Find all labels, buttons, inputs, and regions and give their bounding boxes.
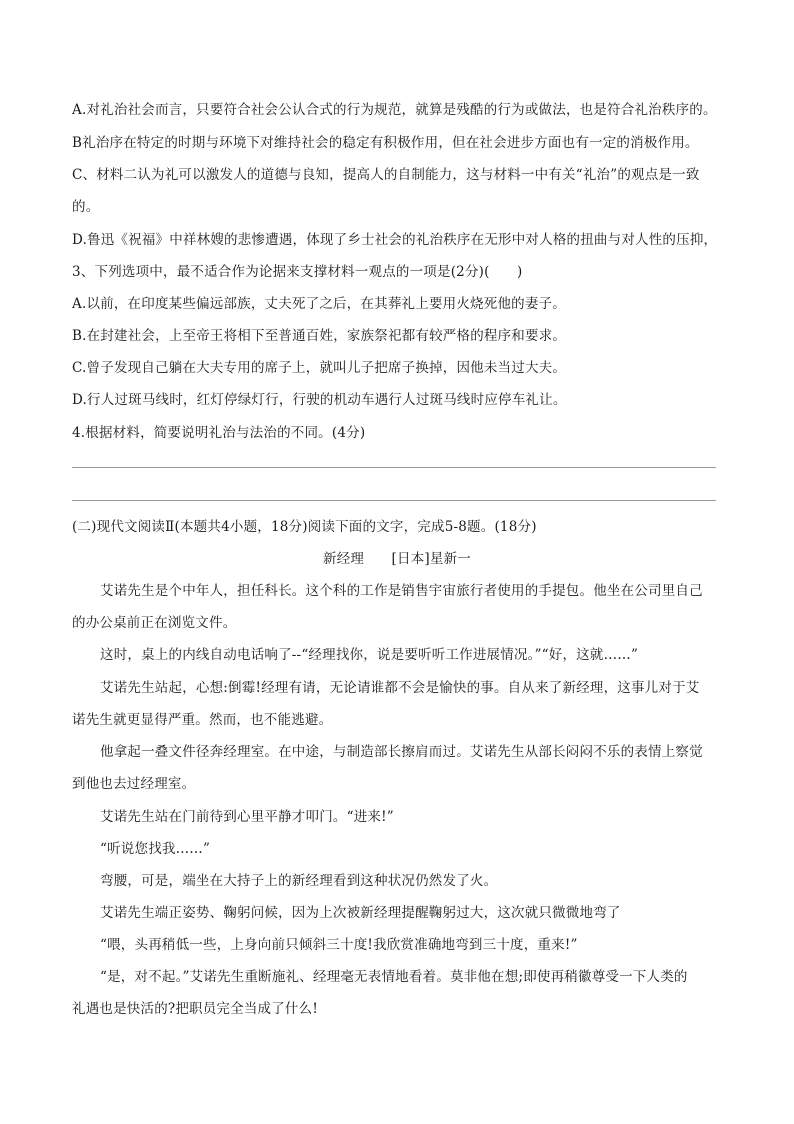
story-paragraph: 他拿起一叠文件径奔经理室。在中途，与制造部长擦肩而过。艾诺先生从部长闷闷不乐的表情上察觉 — [100, 744, 703, 760]
section-heading: (二)现代文阅读Ⅱ(本题共4小题，18分)阅读下面的文字，完成5-8题。(18分) — [72, 519, 537, 535]
story-paragraph-continued: 到他也去过经理室。 — [72, 776, 196, 792]
option-b: B礼治序在特定的时期与环境下对维持社会的稳定有积极作用，但在社会进步方面也有一定的消极作用。 — [72, 135, 699, 151]
story-paragraph-continued: 的办公桌前正在浏览文件。 — [72, 615, 237, 631]
answer-line — [72, 500, 716, 501]
story-paragraph: 这时，桌上的内线自动电话响了--“经理找你，说是要听听工作进展情况。”“好，这就……” — [100, 647, 639, 663]
option-c-continued: 的。 — [72, 199, 100, 215]
option-c: C、材料二认为礼可以激发人的道德与良知，提高人的自制能力，这与材料一中有关“礼治”的观点是一致 — [72, 167, 700, 183]
story-paragraph: 艾诺先生端正姿势、鞠躬问候，因为上次被新经理提醒鞠躬过大，这次就只微微地弯了 — [100, 905, 621, 921]
story-paragraph: 艾诺先生站起，心想:倒霉!经理有请，无论请谁都不会是愉快的事。自从来了新经理，这事儿对于艾 — [100, 680, 700, 696]
story-paragraph: 艾诺先生是个中年人，担任科长。这个科的工作是销售宇宙旅行者使用的手提包。他坐在公司里自己 — [100, 583, 703, 599]
question-4-stem: 4.根据材料，简要说明礼治与法治的不同。(4分) — [72, 425, 366, 441]
story-title: 新经理 [日本]星新一 — [323, 551, 471, 567]
story-paragraph-continued: 诺先生就更显得严重。然而，也不能逃避。 — [72, 712, 333, 728]
answer-line — [72, 467, 716, 468]
q3-option-a: A.以前，在印度某些偏远部族，丈夫死了之后，在其葬礼上要用火烧死他的妻子。 — [72, 296, 566, 312]
story-paragraph-continued: 礼遇也是快活的?把职员完全当成了什么! — [72, 1001, 318, 1017]
option-d: D.鲁迅《祝福》中祥林嫂的悲惨遭遇，体现了乡士社会的礼治秩序在无形中对人格的扭曲与对人性的压抑， — [72, 232, 718, 248]
q3-option-d: D.行人过斑马线时，红灯停绿灯行，行驶的机动车遇行人过斑马线时应停车礼让。 — [72, 392, 567, 408]
story-paragraph: “是，对不起。”艾诺先生重断施礼、经理毫无表情地看着。莫非他在想;即使再稍徽尊受一下人类的 — [100, 969, 688, 985]
story-paragraph: “听说您找我……” — [100, 841, 211, 857]
option-a: A.对礼治社会而言，只要符合社会公认合式的行为规范，就算是残酷的行为或做法，也是符合礼治秩序的。 — [72, 102, 717, 118]
story-paragraph: “喂，头再稍低一些，上身向前只倾斜三十度!我欣赏准确地弯到三十度，重来!” — [100, 937, 578, 953]
q3-option-c: C.曾子发现自己躺在大夫专用的席子上，就叫儿子把席子换掉，因他未当过大夫。 — [72, 360, 567, 376]
q3-option-b: B.在封建社会，上至帝王将相下至普通百姓，家族祭祀都有较严格的程序和要求。 — [72, 328, 567, 344]
story-paragraph: 弯腰，可是，端坐在大持子上的新经理看到这种状况仍然发了火。 — [100, 873, 498, 889]
question-3-stem: 3、下列选项中，最不适合作为论据来支撑材料一观点的一项是(2分)( ) — [72, 264, 523, 280]
story-paragraph: 艾诺先生站在门前待到心里平静才叩门。“进来!” — [100, 809, 394, 825]
